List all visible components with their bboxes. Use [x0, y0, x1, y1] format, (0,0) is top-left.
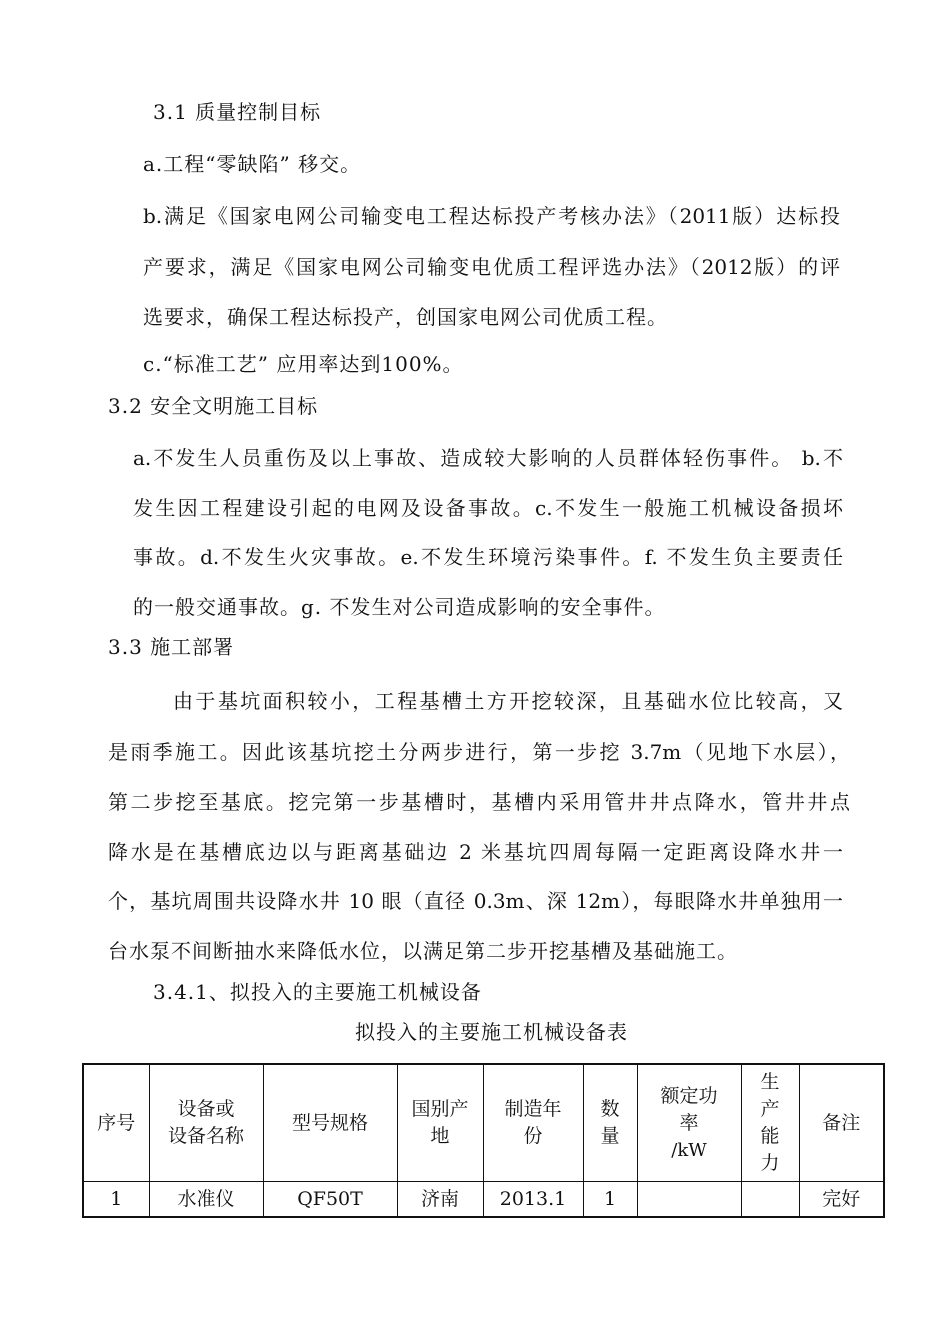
- paragraph-line: a.工程“零缺陷” 移交。: [143, 152, 362, 176]
- header-model: 型号规格: [263, 1064, 397, 1182]
- paragraph-line: 降水是在基槽底边以与距离基础边 2 米基坑四周每隔一定距离设降水井一: [108, 840, 843, 864]
- cell-capacity: [741, 1182, 799, 1218]
- paragraph-line: 事故。d.不发生火灾事故。e.不发生环境污染事件。f. 不发生负主要责任: [133, 545, 843, 569]
- equipment-table: [82, 1063, 885, 1218]
- table-header-row: [83, 1064, 884, 1182]
- section-heading-3-1: 3.1 质量控制目标: [153, 100, 322, 124]
- cell-name: 水准仪: [149, 1182, 263, 1218]
- table-row: [83, 1182, 884, 1218]
- cell-power: [637, 1182, 741, 1218]
- table-title: 拟投入的主要施工机械设备表: [355, 1020, 628, 1044]
- paragraph-line: 的一般交通事故。g. 不发生对公司造成影响的安全事件。: [133, 595, 666, 619]
- section-heading-3-4-1: 3.4.1、拟投入的主要施工机械设备: [153, 980, 482, 1004]
- paragraph-line: c.“标准工艺” 应用率达到100%。: [143, 352, 464, 376]
- header-power: 额定功 率 /kW: [637, 1064, 741, 1182]
- paragraph-line: 产要求，满足《国家电网公司输变电优质工程评选办法》（2012版）的评: [143, 255, 840, 279]
- paragraph-line: 由于基坑面积较小，工程基槽土方开挖较深，且基础水位比较高，又: [173, 689, 843, 713]
- cell-qty: 1: [583, 1182, 637, 1218]
- cell-origin: 济南: [397, 1182, 483, 1218]
- paragraph-line: 是雨季施工。因此该基坑挖土分两步进行，第一步挖 3.7m（见地下水层），: [108, 740, 850, 764]
- paragraph-line: 发生因工程建设引起的电网及设备事故。c.不发生一般施工机械设备损坏: [133, 496, 843, 520]
- header-name: 设备或 设备名称: [149, 1064, 263, 1182]
- cell-year: 2013.1: [483, 1182, 583, 1218]
- header-year: 制造年 份: [483, 1064, 583, 1182]
- section-heading-3-2: 3.2 安全文明施工目标: [108, 394, 319, 418]
- cell-model: QF50T: [263, 1182, 397, 1218]
- paragraph-line: 台水泵不间断抽水来降低水位，以满足第二步开挖基槽及基础施工。: [108, 939, 738, 963]
- paragraph-line: 第二步挖至基底。挖完第一步基槽时，基槽内采用管井井点降水，管井井点: [108, 790, 850, 814]
- header-note: 备注: [799, 1064, 884, 1182]
- header-capacity: 生 产 能 力: [741, 1064, 799, 1182]
- header-no: 序号: [83, 1064, 149, 1182]
- header-qty: 数 量: [583, 1064, 637, 1182]
- paragraph-line: 选要求，确保工程达标投产，创国家电网公司优质工程。: [143, 305, 668, 329]
- cell-no: 1: [83, 1182, 149, 1218]
- header-origin: 国别产 地: [397, 1064, 483, 1182]
- cell-note: 完好: [799, 1182, 884, 1218]
- paragraph-line: a.不发生人员重伤及以上事故、造成较大影响的人员群体轻伤事件。 b.不: [133, 446, 843, 470]
- paragraph-line: 个，基坑周围共设降水井 10 眼（直径 0.3m、深 12m），每眼降水井单独用一: [108, 889, 843, 913]
- section-heading-3-3: 3.3 施工部署: [108, 635, 235, 659]
- paragraph-line: b.满足《国家电网公司输变电工程达标投产考核办法》（2011版）达标投: [143, 204, 840, 228]
